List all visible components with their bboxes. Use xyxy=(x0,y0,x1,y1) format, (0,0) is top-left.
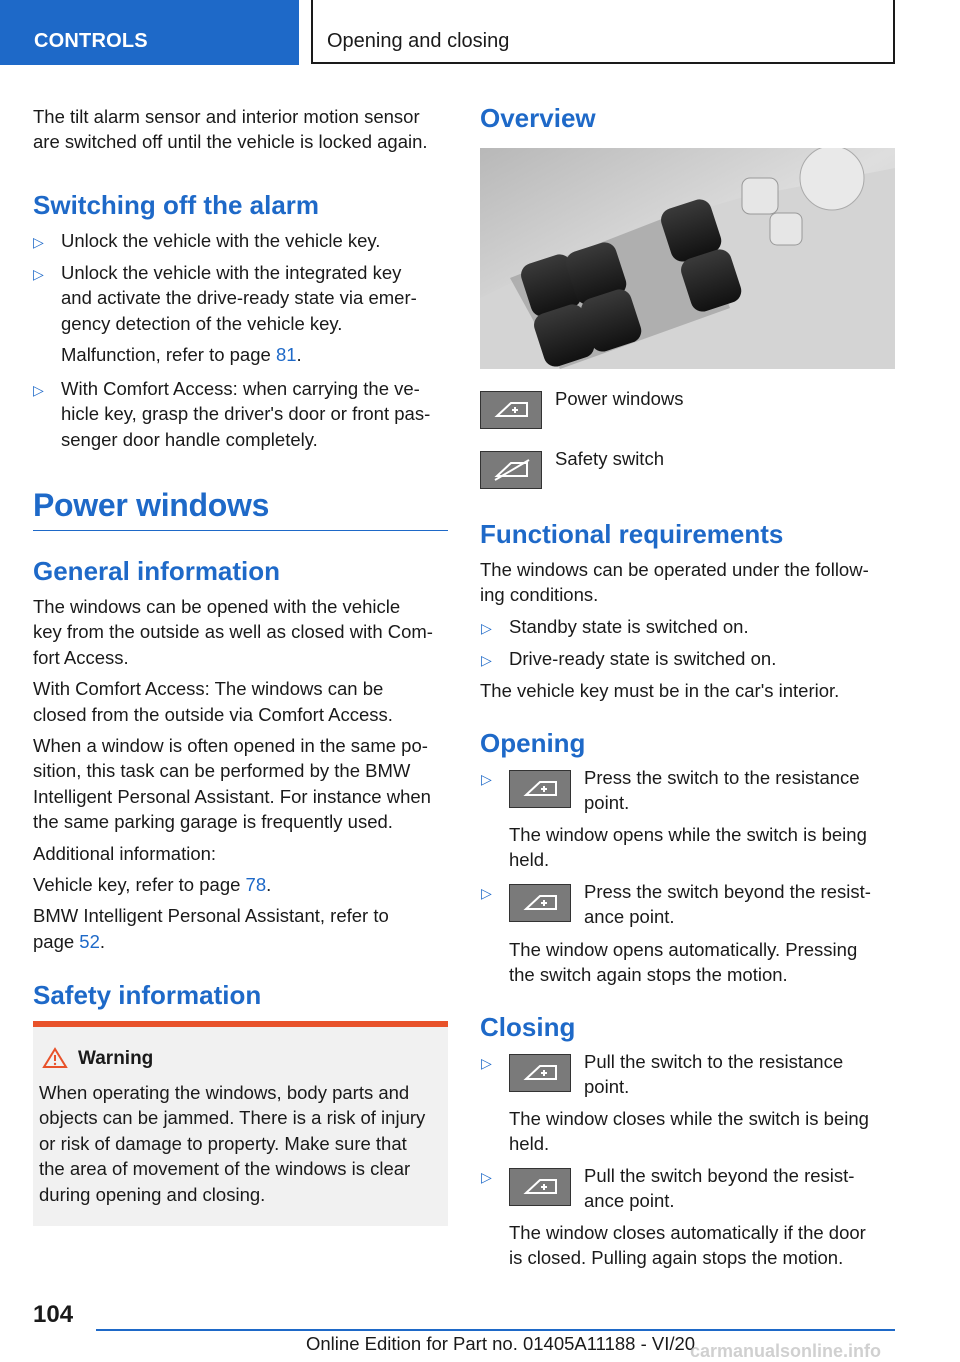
power-window-switch-icon xyxy=(480,391,542,429)
text-line: The window opens while the switch is being xyxy=(509,824,867,845)
warning-text xyxy=(39,1080,444,1207)
text-line: the switch again stops the motion. xyxy=(509,964,788,986)
text-line: With Comfort Access: The windows can be xyxy=(33,678,384,700)
text-line: sition, this task can be performed by the BMW xyxy=(33,760,411,782)
header-section-label: CONTROLS xyxy=(34,30,148,52)
text-line: fort Access. xyxy=(33,646,129,668)
step-text xyxy=(584,1049,843,1100)
text-line: ance point. xyxy=(584,1190,675,1212)
list-item-line: senger door handle completely. xyxy=(61,428,318,450)
switch-panel-photo xyxy=(480,148,895,369)
step-result xyxy=(509,937,857,988)
safety-info-heading: Safety information xyxy=(33,980,262,1010)
func-key-note: The vehicle key must be in the car's interior. xyxy=(480,680,840,701)
malfunction-ref: Malfunction, refer to page 81. xyxy=(61,344,302,366)
power-windows-heading: Power windows xyxy=(33,487,270,523)
footer-rule xyxy=(96,1329,895,1331)
text-line: during opening and closing. xyxy=(39,1183,266,1205)
text-line: The windows can be opened with the vehicle xyxy=(33,596,401,617)
intro-line: are switched off until the vehicle is locked again. xyxy=(33,131,428,153)
edition-text: Online Edition for Part no. 01405A11188 - VI/20 xyxy=(306,1333,696,1354)
text-line: When a window is often opened in the same po- xyxy=(33,735,428,757)
bullet-triangle-icon: ▷ xyxy=(33,382,44,398)
ref-text: page xyxy=(33,930,80,952)
text-line: Press the switch to the resistance xyxy=(584,767,860,788)
bullet-triangle-icon: ▷ xyxy=(33,234,44,250)
list-item: Drive-ready state is switched on. xyxy=(509,648,777,669)
legend-power-windows: Power windows xyxy=(555,388,684,409)
text-line: Press the switch beyond the resist- xyxy=(584,881,871,902)
text-line: When operating the windows, body parts and xyxy=(39,1082,410,1103)
text-line: key from the outside as well as closed with Com- xyxy=(33,621,433,643)
text-line: The window closes while the switch is being xyxy=(509,1108,869,1129)
text-line: The window closes automatically if the door xyxy=(509,1222,866,1243)
general-info-heading: General information xyxy=(33,556,281,586)
text-line: point. xyxy=(584,1076,630,1098)
assistant-ref: page 52. xyxy=(33,930,106,952)
step-text xyxy=(584,1163,854,1214)
page-link[interactable]: 52 xyxy=(79,930,100,952)
text-line: or risk of damage to property. Make sure that xyxy=(39,1132,407,1154)
power-window-switch-icon xyxy=(509,770,571,808)
text-line: Intelligent Personal Assistant. For instance when xyxy=(33,785,431,807)
switch-off-heading: Switching off the alarm xyxy=(33,190,320,220)
heading-rule xyxy=(33,530,448,531)
text-line: held. xyxy=(509,849,550,871)
bullet-triangle-icon: ▷ xyxy=(481,1169,492,1185)
functional-requirements-heading: Functional requirements xyxy=(480,519,784,549)
text-line: Additional information: xyxy=(33,842,217,864)
list-item-line: gency detection of the vehicle key. xyxy=(61,312,343,334)
text-line: the same parking garage is frequently used. xyxy=(33,811,393,833)
bullet-triangle-icon: ▷ xyxy=(481,652,492,668)
list-item-line: With Comfort Access: when carrying the ve- xyxy=(61,378,420,399)
list-item-line: and activate the drive-ready state via emer- xyxy=(61,287,417,309)
ref-text: Malfunction, refer to page xyxy=(61,344,276,366)
text-line: ing conditions. xyxy=(480,584,599,606)
bullet-triangle-icon: ▷ xyxy=(33,266,44,282)
warning-triangle-icon xyxy=(42,1047,68,1069)
list-item: Standby state is switched on. xyxy=(509,616,749,637)
bullet-triangle-icon: ▷ xyxy=(481,885,492,901)
step-result xyxy=(509,822,867,873)
overview-heading: Overview xyxy=(480,103,596,133)
power-window-switch-icon xyxy=(509,1168,571,1206)
list-item xyxy=(61,260,417,368)
intro-line: The tilt alarm sensor and interior motion sensor xyxy=(33,106,420,127)
opening-heading: Opening xyxy=(480,728,586,758)
closing-heading: Closing xyxy=(480,1012,576,1042)
functional-requirements-body xyxy=(480,557,869,608)
page-link[interactable]: 81 xyxy=(275,344,297,366)
text-line: ance point. xyxy=(584,906,675,928)
bullet-triangle-icon: ▷ xyxy=(481,620,492,636)
step-text xyxy=(584,765,860,816)
ref-text: Vehicle key, refer to page xyxy=(33,874,246,896)
text-line: is closed. Pulling again stops the motion. xyxy=(509,1247,844,1269)
text-line: objects can be jammed. There is a risk of injury xyxy=(39,1107,426,1129)
text-line: Pull the switch beyond the resist- xyxy=(584,1165,855,1186)
power-window-switch-icon xyxy=(509,884,571,922)
page-link[interactable]: 78 xyxy=(245,874,267,896)
text-line: the area of movement of the windows is clear xyxy=(39,1158,411,1180)
header-chapter-label: Opening and closing xyxy=(327,30,510,52)
intro-paragraph xyxy=(33,104,428,155)
list-item-line: hicle key, grasp the driver's door or front pas- xyxy=(61,403,431,425)
text-line: BMW Intelligent Personal Assistant, refer to xyxy=(33,905,389,927)
list-item-line: Unlock the vehicle with the integrated key xyxy=(61,262,402,283)
vehicle-key-ref: Vehicle key, refer to page 78. xyxy=(33,874,272,896)
page-number: 104 xyxy=(33,1301,74,1328)
text-line: held. xyxy=(509,1133,550,1155)
text-line: The window opens automatically. Pressing xyxy=(509,939,858,960)
step-result xyxy=(509,1106,869,1157)
warning-bar xyxy=(33,1021,448,1027)
step-text xyxy=(584,879,871,930)
text-line: The windows can be operated under the follow- xyxy=(480,559,869,580)
text-line: point. xyxy=(584,792,630,814)
step-result xyxy=(509,1220,866,1271)
header-section-tab xyxy=(0,0,299,65)
legend-safety-switch: Safety switch xyxy=(555,448,664,469)
list-item-line: Unlock the vehicle with the vehicle key. xyxy=(61,230,381,251)
text-line: Pull the switch to the resistance xyxy=(584,1051,844,1072)
power-window-switch-icon xyxy=(509,1054,571,1092)
bullet-triangle-icon: ▷ xyxy=(481,771,492,787)
header-chapter-tab xyxy=(311,0,895,64)
list-item xyxy=(61,228,380,253)
watermark: carmanualsonline.info xyxy=(690,1341,882,1361)
list-item xyxy=(61,376,430,452)
safety-switch-icon xyxy=(480,451,542,489)
warning-title: Warning xyxy=(78,1048,154,1069)
general-info-body xyxy=(33,594,453,954)
bullet-triangle-icon: ▷ xyxy=(481,1055,492,1071)
text-line: closed from the outside via Comfort Access. xyxy=(33,703,393,725)
